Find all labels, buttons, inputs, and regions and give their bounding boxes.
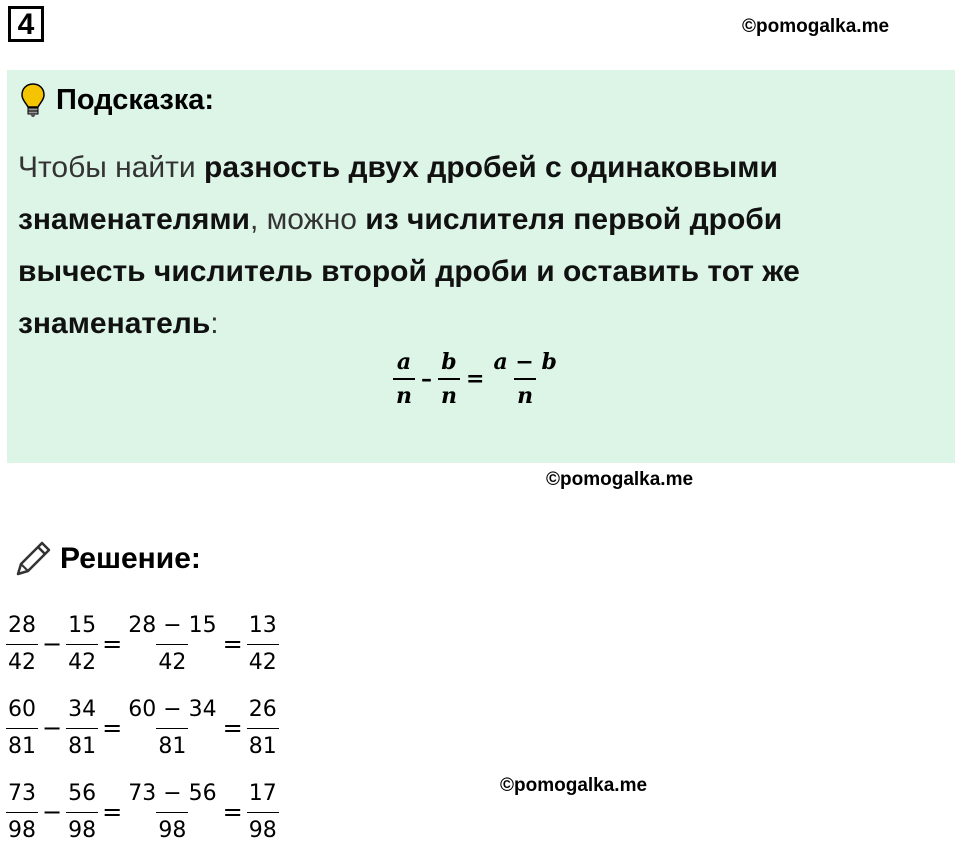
equals-sign: = xyxy=(102,798,123,826)
formula-numerator: a − b xyxy=(493,349,557,375)
fraction xyxy=(66,697,98,760)
denominator: 98 xyxy=(6,812,38,844)
numerator: 28 − 15 xyxy=(128,612,217,638)
denominator: 98 xyxy=(156,812,188,844)
formula-fraction-a xyxy=(393,350,415,408)
numerator: 60 − 34 xyxy=(128,696,217,722)
fraction xyxy=(6,613,38,676)
denominator: 42 xyxy=(66,644,98,676)
formula-numerator: a xyxy=(396,349,412,375)
denominator: 81 xyxy=(156,728,188,760)
formula-equals: = xyxy=(466,366,485,392)
numerator: 60 xyxy=(8,696,36,722)
pencil-icon xyxy=(12,538,54,580)
hint-text-part: , можно xyxy=(249,203,366,236)
lightbulb-icon xyxy=(20,82,46,118)
denominator: 98 xyxy=(66,812,98,844)
numerator: 15 xyxy=(68,612,97,638)
fraction xyxy=(247,781,279,844)
formula-numerator: b xyxy=(441,349,457,375)
minus-sign: − xyxy=(42,798,63,826)
fraction xyxy=(66,613,98,676)
hint-title: Подсказка: xyxy=(56,83,215,116)
hint-text-part: Чтобы найти xyxy=(18,151,205,184)
numerator: 13 xyxy=(248,612,277,638)
denominator: 81 xyxy=(247,728,279,760)
watermark-top: ©pomogalka.me xyxy=(742,16,890,37)
watermark-bottom: ©pomogalka.me xyxy=(500,775,648,796)
fraction xyxy=(126,781,218,844)
numerator: 73 xyxy=(8,780,36,806)
numerator: 73 − 56 xyxy=(128,780,217,806)
denominator: 42 xyxy=(247,644,279,676)
formula-denominator: n xyxy=(514,378,536,408)
formula-minus: – xyxy=(421,366,432,392)
fraction xyxy=(126,697,218,760)
equals-sign: = xyxy=(102,714,123,742)
equals-sign: = xyxy=(222,714,243,742)
fraction xyxy=(247,697,279,760)
minus-sign: − xyxy=(42,714,63,742)
hint-formula xyxy=(393,350,560,408)
formula-denominator: n xyxy=(393,378,415,408)
formula-fraction-b xyxy=(438,350,460,408)
solution-row xyxy=(6,686,279,770)
numerator: 56 xyxy=(68,780,97,806)
formula-fraction-result xyxy=(490,350,559,408)
solution-header xyxy=(12,538,201,580)
fraction xyxy=(6,697,38,760)
hint-text-part: разность двух дробей с одинаковыми знаменателями xyxy=(18,151,778,236)
denominator: 81 xyxy=(6,728,38,760)
solution-title: Решение: xyxy=(60,542,201,575)
equals-sign: = xyxy=(222,630,243,658)
fraction xyxy=(126,613,218,676)
hint-text xyxy=(18,142,918,350)
numerator: 28 xyxy=(8,612,36,638)
fraction xyxy=(247,613,279,676)
hint-text-part: : xyxy=(210,307,219,340)
numerator: 17 xyxy=(248,780,277,806)
minus-sign: − xyxy=(42,630,63,658)
fraction xyxy=(66,781,98,844)
equals-sign: = xyxy=(102,630,123,658)
denominator: 98 xyxy=(247,812,279,844)
fraction xyxy=(6,781,38,844)
denominator: 42 xyxy=(156,644,188,676)
solution-row xyxy=(6,770,279,854)
numerator: 26 xyxy=(248,696,277,722)
equals-sign: = xyxy=(222,798,243,826)
numerator: 34 xyxy=(68,696,97,722)
watermark-middle: ©pomogalka.me xyxy=(546,469,694,490)
denominator: 42 xyxy=(6,644,38,676)
solution-rows xyxy=(6,602,279,854)
denominator: 81 xyxy=(66,728,98,760)
hint-text-part: из числителя первой дроби вычесть числитель второй дроби и оставить тот же знаменатель xyxy=(18,203,800,340)
hint-header xyxy=(20,82,214,118)
solution-row xyxy=(6,602,279,686)
task-number: 4 xyxy=(8,6,44,42)
formula-denominator: n xyxy=(438,378,460,408)
